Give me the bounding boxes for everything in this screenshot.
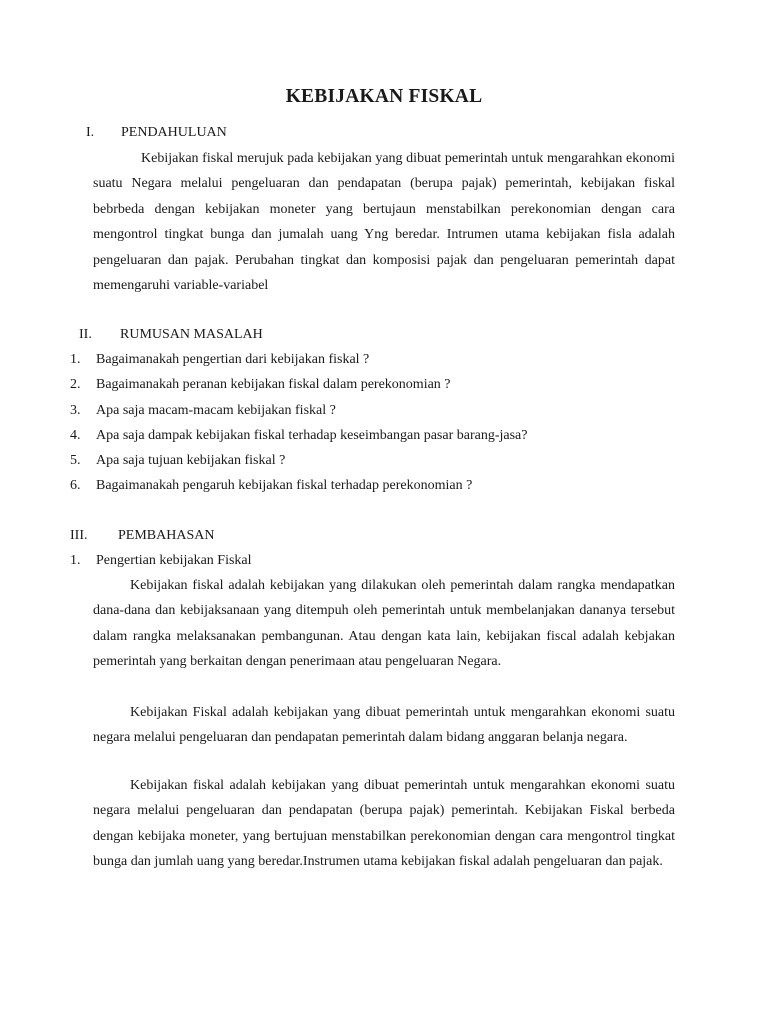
- body-paragraph-text: Kebijakan Fiskal adalah kebijakan yang dibuat pemerintah untuk mengarahkan ekonomi suatu negara melalui pengeluaran dan pendapatan pemerintah dalam bidang anggaran belanja negara.: [93, 705, 675, 746]
- body-paragraph: [93, 773, 675, 875]
- intro-paragraph: [93, 146, 675, 298]
- body-paragraph-text: Kebijakan fiskal adalah kebijakan yang dibuat pemerintah untuk mengarahkan ekonomi suatu negara melalui pengeluaran dan pendapatan (berupa pajak) pemerintah. Kebijakan Fiskal berbeda dengan kebijaka moneter, yang bertujuan menstabilkan perekonomian dengan cara mengontrol tingkat bunga dan jumlah uang yang beredar.Instrumen utama kebijakan fiskal adalah pengeluaran dan pajak.: [93, 778, 675, 870]
- section-numeral: II.: [79, 327, 92, 342]
- document-title: KEBIJAKAN FISKAL: [285, 86, 483, 107]
- section-numeral: I.: [86, 125, 95, 140]
- document-page: KEBIJAKAN FISKAL I. PENDAHULUAN Kebijakan fiskal merujuk pada kebijakan yang dibuat pemerintah untuk mengarahkan ekonomi suatu Negara melalui pengeluaran dan pendapatan (berupa pajak) pemerintah, kebijakan fiskal bebrbeda dengan kebijakan moneter yang bertujaun menstabilkan perekonomian dengan cara mengontrol tingkat bunga dan jumalah uang Yng beredar. Intrumen utama kebijakan fisla adalah pengeluaran dan pajak. Perubahan tingkat dan komposisi pajak dan pengeluaran pemerintah dapat memengaruhi variable-variabel II. RUMUSAN MASALAH 1. Bagaimanakah pengertian dari kebijakan fiskal ? 2. Bagaimanakah peranan kebijakan fiskal dalam perekonomian ? 3. Apa saja macam-macam kebijakan fiskal ? 4. Apa saja dampak kebijakan fiskal terhadap keseimbangan pasar barang-jasa? 5. Apa saja tujuan kebijakan fiskal ? 6. Bagaimanakah pengaruh kebijakan fiskal terhadap perekonomian ? III. PEMBAHASAN 1. Pengertian kebijakan Fiskal Kebijakan fiskal adalah kebijakan yang dilakukan oleh pemerintah dalam rangka mendapatkan dana-dana dan kebijaksanaan yang ditempuh oleh pemerintah untuk membelanjakan dananya tersebut dalam rangka melaksanakan pembangunan. Atau dengan kata lain, kebijakan fiscal adalah kebjakan pemerintah yang berkaitan dengan penerimaan atau pengeluaran Negara. Kebijakan Fiskal adalah kebijakan yang dibuat pemerintah untuk mengarahkan ekonomi suatu negara melalui pengeluaran dan pendapatan pemerintah dalam bidang anggaran belanja negara. Kebijakan fiskal adalah kebijakan yang dibuat pemerintah untuk mengarahkan ekonomi suatu negara melalui pengeluaran dan pendapatan (berupa pajak) pemerintah. Kebijakan Fiskal berbeda dengan kebijaka moneter, yang bertujuan menstabilkan perekonomian dengan cara mengontrol tingkat bunga dan jumlah uang yang beredar.Instrumen utama kebijakan fiskal adalah pengeluaran dan pajak.: [0, 0, 768, 1024]
- section-title: PEMBAHASAN: [118, 528, 215, 543]
- body-paragraph: [93, 700, 675, 751]
- section-title: RUMUSAN MASALAH: [120, 327, 263, 342]
- section-numeral: III.: [70, 528, 88, 543]
- body-paragraph: [93, 573, 675, 675]
- body-paragraph-text: Kebijakan fiskal adalah kebijakan yang dilakukan oleh pemerintah dalam rangka mendapatkan dana-dana dan kebijaksanaan yang ditempuh oleh pemerintah untuk membelanjakan dananya tersebut dalam rangka melaksanakan pembangunan. Atau dengan kata lain, kebijakan fiscal adalah kebjakan pemerintah yang berkaitan dengan penerimaan atau pengeluaran Negara.: [93, 578, 675, 670]
- intro-paragraph-text: Kebijakan fiskal merujuk pada kebijakan yang dibuat pemerintah untuk mengarahkan ekonomi suatu Negara melalui pengeluaran dan pendapatan (berupa pajak) pemerintah, kebijakan fiskal bebrbeda dengan kebijakan moneter yang bertujaun menstabilkan perekonomian dengan cara mengontrol tingkat bunga dan jumalah uang Yng beredar. Intrumen utama kebijakan fisla adalah pengeluaran dan pajak. Perubahan tingkat dan komposisi pajak dan pengeluaran pemerintah dapat memengaruhi variable-variabel: [93, 151, 675, 294]
- section-title: PENDAHULUAN: [121, 125, 227, 140]
